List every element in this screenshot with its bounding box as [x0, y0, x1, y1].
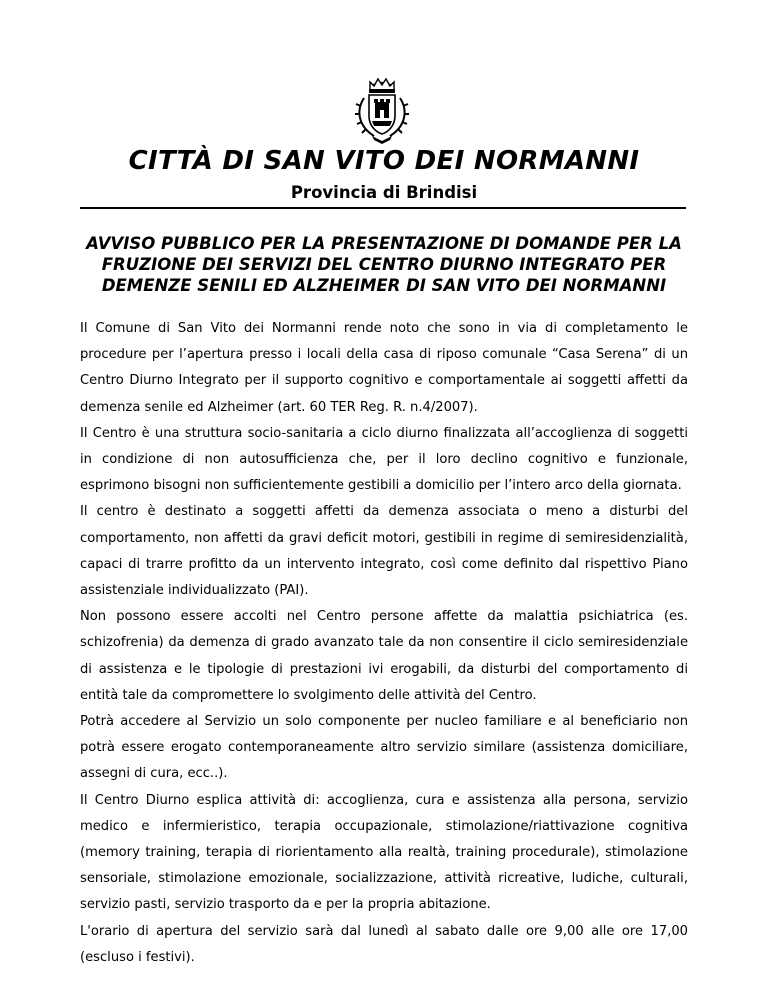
paragraph-exclusions: Non possono essere accolti nel Centro persone affette da malattia psichiatrica (es. schizofrenia) da demenza di grado avanzato tale da non consentire il ciclo semiresidenziale di assistenza e le tipologie di prestazioni ivi erogabili, da disturbi del comportamento di entità tale da compromettere lo svolgimento delle attività del Centro. [80, 609, 688, 703]
paragraph-opening-hours: L'orario di apertura del servizio sarà dal lunedì al sabato dalle ore 9,00 alle ore 17,00 (escluso i festivi). [80, 923, 688, 965]
paragraph-centre-definition: Il Centro è una struttura socio-sanitaria a ciclo diurno finalizzata all’accoglienza di soggetti in condizione di non autosufficienza che, per il loro declino cognitivo e funzionale, esprimono bisogni non sufficientemente gestibili a domicilio per l’intero arco della giornata. [80, 425, 688, 494]
paragraph-recipients: Il centro è destinato a soggetti affetti da demenza associata o meno a disturbi del comportamento, non affetti da gravi deficit motori, gestibili in regime di semiresidenzialità, capaci di trarre profitto da un intervento integrato, così come definito dal rispettivo Piano assistenziale individualizzato (PAI). [80, 504, 688, 599]
city-title: CITTÀ DI SAN VITO DEI NORMANNI [128, 146, 640, 176]
header-divider [80, 207, 686, 209]
notice-title-line: AVVISO PUBBLICO PER LA PRESENTAZIONE DI DOMANDE PER LA [86, 234, 682, 253]
notice-title [80, 233, 688, 296]
province-subtitle: Provincia di Brindisi [290, 183, 478, 202]
notice-body [80, 316, 688, 971]
paragraph-activities: Il Centro Diurno esplica attività di: accoglienza, cura e assistenza alla persona, servizio medico e infermieristico, terapia occupazionale, stimolazione/riattivazione cognitiva (memory training, terapia di riorientamento alla realtà, training procedurale), stimolazione sensoriale, stimolazione emozionale, socializzazione, attività ricreative, ludiche, culturali, servizio pasti, servizio trasporto da e per la propria abitazione. [80, 792, 688, 913]
paragraph-intro: Il Comune di San Vito dei Normanni rende noto che sono in via di completamento le procedure per l’apertura presso i locali della casa di riposo comunale “Casa Serena” di un Centro Diurno Integrato per il supporto cognitivo e comportamentale ai soggetti affetti da demenza senile ed Alzheimer (art. 60 TER Reg. R. n.4/2007). [80, 321, 688, 415]
paragraph-access-limits: Potrà accedere al Servizio un solo componente per nucleo familiare e al beneficiario non potrà essere erogato contemporaneamente altro servizio similare (assistenza domiciliare, assegni di cura, ecc..). [80, 714, 688, 782]
city-coat-of-arms-icon [352, 74, 412, 146]
notice-title-line: DEMENZE SENILI ED ALZHEIMER DI SAN VITO DEI NORMANNI [101, 276, 667, 295]
notice-title-line: FRUZIONE DEI SERVIZI DEL CENTRO DIURNO INTEGRATO PER [101, 255, 667, 274]
